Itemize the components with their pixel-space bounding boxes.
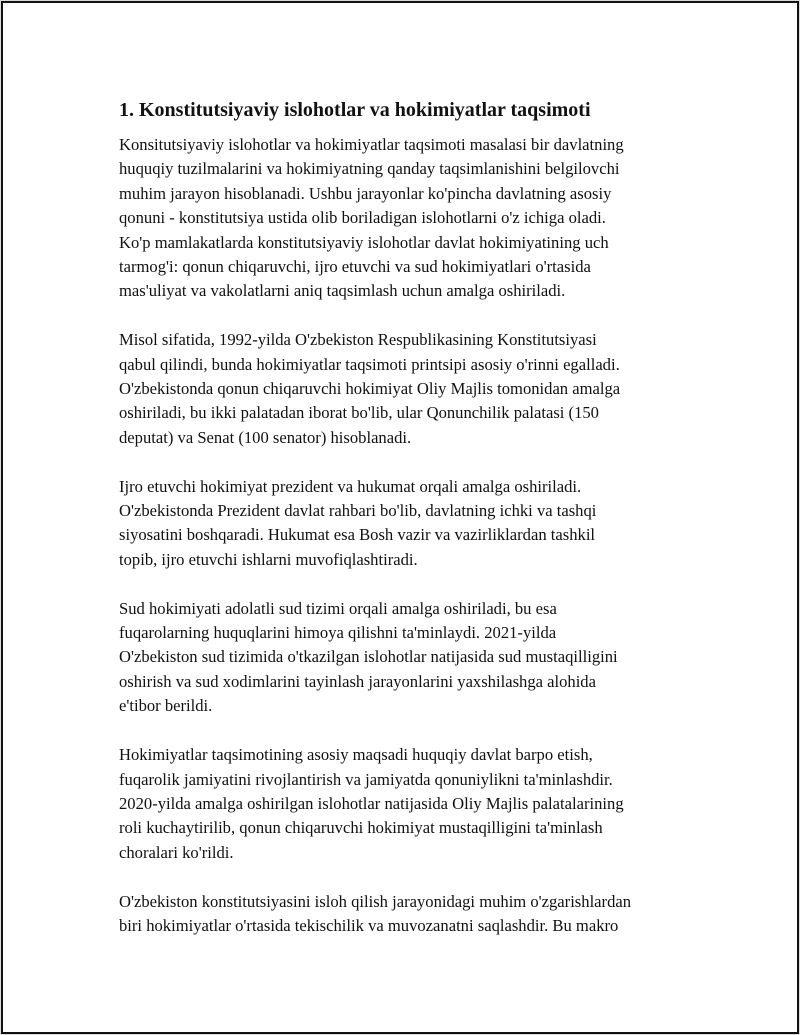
- paragraph-line: Misol sifatida, 1992-yilda O'zbekiston Respublikasining Konstitutsiyasi: [119, 330, 597, 350]
- paragraph-line: siyosatini boshqaradi. Hukumat esa Bosh vazir va vazirliklardan tashkil: [119, 525, 596, 545]
- paragraph-line: roli kuchaytirilib, qonun chiqaruvchi hokimiyat mustaqilligini ta'minlash: [119, 818, 603, 838]
- paragraph-line: O'zbekiston sud tizimida o'tkazilgan islohotlar natijasida sud mustaqilligini: [119, 647, 618, 667]
- paragraph-line: Sud hokimiyati adolatli sud tizimi orqali amalga oshiriladi, bu esa: [119, 598, 557, 618]
- paragraph-line: O'zbekistonda Prezident davlat rahbari bo'lib, davlatning ichki va tashqi: [119, 501, 597, 521]
- paragraph-line: qonuni - konstitutsiya ustida olib boriladigan islohotlarni o'z ichiga oladi.: [119, 208, 606, 228]
- document-page: [1, 1, 799, 1034]
- paragraph-line: topib, ijro etuvchi ishlarni muvofiqlashtiradi.: [119, 549, 418, 569]
- paragraph-line: choralari ko'rildi.: [119, 842, 234, 862]
- paragraph-line: huquqiy tuzilmalarini va hokimiyatning qanday taqsimlanishini belgilovchi: [119, 159, 620, 179]
- document-body: [119, 97, 699, 963]
- paragraph-judicial: [119, 597, 699, 719]
- paragraph-line: deputat) va Senat (100 senator) hisoblanadi.: [119, 427, 412, 447]
- paragraph-line: fuqarolik jamiyatini rivojlantirish va jamiyatda qonuniylikni ta'minlashdir.: [119, 769, 613, 789]
- paragraph-line: mas'uliyat va vakolatlarni aniq taqsimlash uchun amalga oshiriladi.: [119, 281, 566, 301]
- paragraph-line: e'tibor berildi.: [119, 696, 213, 716]
- paragraph-line: O'zbekiston konstitutsiyasini isloh qilish jarayonidagi muhim o'zgarishlardan: [119, 891, 632, 911]
- paragraph-line: 2020-yilda amalga oshirilgan islohotlar natijasida Oliy Majlis palatalarining: [119, 793, 624, 813]
- paragraph-line: fuqarolarning huquqlarini himoya qilishni ta'minlaydi. 2021-yilda: [119, 623, 557, 643]
- paragraph-line: Konsitutsiyaviy islohotlar va hokimiyatlar taqsimoti masalasi bir davlatning: [119, 135, 624, 154]
- paragraph-line: qabul qilindi, bunda hokimiyatlar taqsimoti printsipi asosiy o'rinni egalladi.: [119, 354, 620, 374]
- paragraph-balance: [119, 890, 699, 939]
- paragraph-line: Hokimiyatlar taqsimotining asosiy maqsadi huquqiy davlat barpo etish,: [119, 745, 593, 765]
- paragraph-line: muhim jarayon hisoblanadi. Ushbu jarayonlar ko'pincha davlatning asosiy: [119, 183, 612, 203]
- paragraph-executive: [119, 475, 699, 573]
- paragraph-line: O'zbekistonda qonun chiqaruvchi hokimiyat Oliy Majlis tomonidan amalga: [119, 379, 621, 399]
- paragraph-line: oshirish va sud xodimlarini tayinlash jarayonlarini yaxshilashga alohida: [119, 671, 596, 691]
- paragraph-line: Ko'p mamlakatlarda konstitutsiyaviy islohotlar davlat hokimiyatining uch: [119, 232, 609, 252]
- paragraph-line: Ijro etuvchi hokimiyat prezident va hukumat orqali amalga oshiriladi.: [119, 476, 582, 496]
- paragraph-legislative: [119, 328, 699, 450]
- paragraph-purpose: [119, 743, 699, 865]
- paragraph-line: tarmog'i: qonun chiqaruvchi, ijro etuvchi va sud hokimiyatlari o'rtasida: [119, 257, 591, 277]
- paragraph-line: oshiriladi, bu ikki palatadan iborat bo'lib, ular Qonunchilik palatasi (150: [119, 403, 599, 423]
- paragraph-line: biri hokimiyatlar o'rtasida tekischilik va muvozanatni saqlashdir. Bu makro: [119, 915, 619, 935]
- section-title: 1. Konstitutsiyaviy islohotlar va hokimiyatlar taqsimoti: [119, 99, 591, 121]
- paragraph-intro: [119, 133, 699, 304]
